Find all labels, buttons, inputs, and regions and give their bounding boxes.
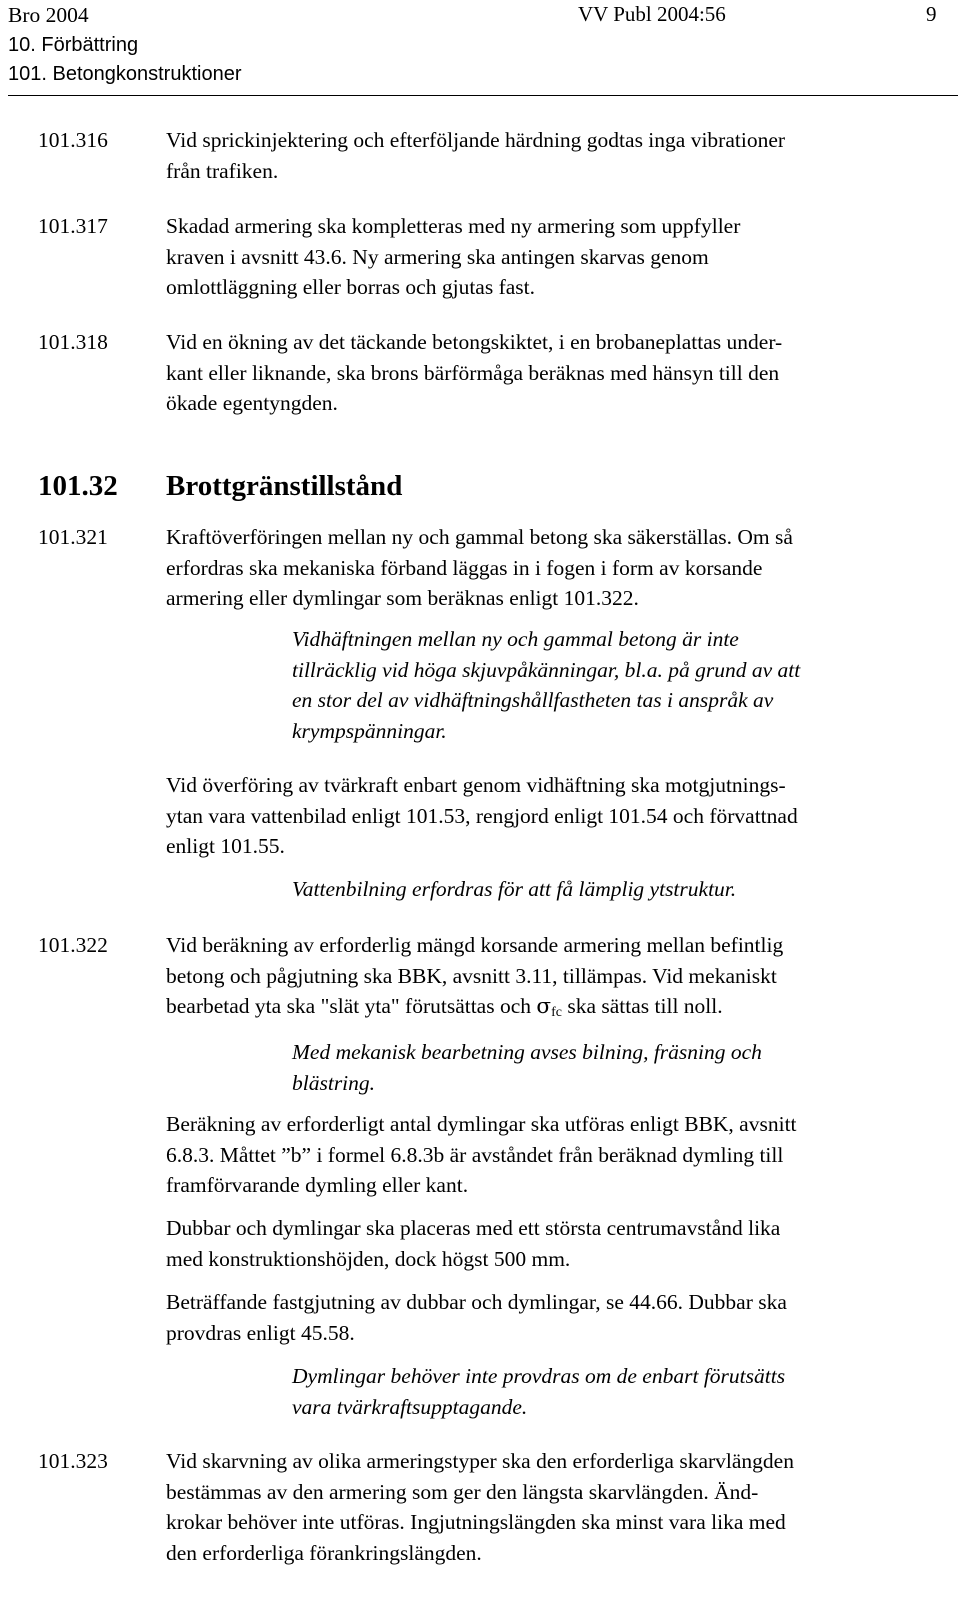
text-line: ökade egentyngden. <box>166 391 338 415</box>
paragraph-number-323: 101.323 <box>38 1449 108 1473</box>
text-line: från trafiken. <box>166 158 279 183</box>
text-line: Beträffande fastgjutning av dubbar och dymlingar, se 44.66. Dubbar ska <box>166 1290 787 1314</box>
paragraph-322-dowels-spacing <box>166 1213 956 1274</box>
text-line: enligt 101.55. <box>166 834 285 858</box>
note-line: Vattenbilning erfordras för att få lämplig ytstruktur. <box>292 877 737 901</box>
text-line: Vid beräkning av erforderlig mängd korsande armering mellan befintlig <box>166 933 784 957</box>
paragraph-number-318: 101.318 <box>38 330 108 354</box>
section-heading-title: Brottgränstillstånd <box>166 470 403 502</box>
text-line: Kraftöverföringen mellan ny och gammal betong ska säkerställas. Om så <box>166 525 793 549</box>
text-line: provdras enligt 45.58. <box>166 1320 355 1345</box>
paragraph-318 <box>166 327 956 419</box>
paragraph-317 <box>166 211 956 303</box>
text-line: ytan vara vattenbilad enligt 101.53, rengjord enligt 101.54 och förvattnad <box>166 803 798 828</box>
paragraph-323 <box>166 1446 956 1568</box>
text-line: bestämmas av den armering som ger den längsta skarvlängden. Änd- <box>166 1479 759 1504</box>
page-number: 9 <box>926 2 937 26</box>
text-line: 6.8.3. Måttet ”b” i formel 6.8.3b är avståndet från beräknad dymling till <box>166 1142 784 1167</box>
note-322-pull-test <box>292 1361 932 1422</box>
text-fragment: bearbetad yta ska "slät yta" förutsättas och <box>166 994 537 1018</box>
text-line: Vid överföring av tvärkraft enbart genom vidhäftning ska motgjutnings- <box>166 773 786 797</box>
paragraph-321 <box>166 522 956 614</box>
text-line: Skadad armering ska kompletteras med ny armering som uppfyller <box>166 214 741 238</box>
text-line: Vid en ökning av det täckande betongskiktet, i en brobaneplattas under- <box>166 330 783 354</box>
section-title: 101. Betongkonstruktioner <box>8 62 242 85</box>
note-321-adhesion <box>292 624 932 746</box>
header-left <box>8 0 242 89</box>
note-321-waterblasting <box>292 874 932 905</box>
text-line-sigma <box>166 991 956 1023</box>
sigma-symbol: σ <box>536 994 552 1019</box>
note-line: Med mekanisk bearbetning avses bilning, fräsning och <box>292 1040 762 1064</box>
paragraph-322-dowels-fixing <box>166 1287 956 1348</box>
note-line: en stor del av vidhäftningshållfastheten tas i anspråk av <box>292 688 774 712</box>
paragraph-321-shear <box>166 770 956 862</box>
series-label: VV Publ 2004:56 <box>578 2 726 26</box>
paragraph-number-321: 101.321 <box>38 525 108 549</box>
note-line: Vidhäftningen mellan ny och gammal betong är inte <box>292 627 739 651</box>
paragraph-322 <box>166 930 956 1023</box>
text-line: omlottläggning eller borras och gjutas fast. <box>166 275 535 299</box>
text-line: kraven i avsnitt 43.6. Ny armering ska antingen skarvas genom <box>166 244 709 269</box>
text-line: med konstruktionshöjden, dock högst 500 mm. <box>166 1246 571 1271</box>
section-heading-number: 101.32 <box>38 470 118 502</box>
note-line: krympspänningar. <box>292 718 447 743</box>
text-line: framförvarande dymling eller kant. <box>166 1173 469 1197</box>
text-line: krokar behöver inte utföras. Ingjutningslängden ska minst vara lika med <box>166 1510 786 1534</box>
text-line: Dubbar och dymlingar ska placeras med ett största centrumavstånd lika <box>166 1216 781 1240</box>
text-line: Beräkning av erforderligt antal dymlingar ska utföras enligt BBK, avsnitt <box>166 1112 797 1136</box>
paragraph-number-316: 101.316 <box>38 128 108 152</box>
text-line: betong och pågjutning ska BBK, avsnitt 3.11, tillämpas. Vid mekaniskt <box>166 963 777 988</box>
chapter-title: 10. Förbättring <box>8 33 139 56</box>
sigma-subscript: fc <box>551 1005 562 1020</box>
text-line: erfordras ska mekaniska förband läggas in i fogen i form av korsande <box>166 555 763 580</box>
note-line: Dymlingar behöver inte provdras om de enbart förutsätts <box>292 1364 786 1388</box>
text-line: Vid sprickinjektering och efterföljande härdning godtas inga vibrationer <box>166 128 786 152</box>
text-line: den erforderliga förankringslängden. <box>166 1540 482 1565</box>
paragraph-number-317: 101.317 <box>38 214 108 238</box>
text-line: Vid skarvning av olika armeringstyper ska den erforderliga skarvlängden <box>166 1449 794 1473</box>
paragraph-322-dowels-calc <box>166 1109 956 1201</box>
note-line: vara tvärkraftsupptagande. <box>292 1394 528 1419</box>
note-line: tillräcklig vid höga skjuvpåkänningar, bl.a. på grund av att <box>292 657 801 682</box>
note-322-mechanical <box>292 1037 932 1098</box>
publication-name: Bro 2004 <box>8 3 89 27</box>
header-rule <box>8 95 958 96</box>
paragraph-316 <box>166 125 956 186</box>
note-line: blästring. <box>292 1070 376 1095</box>
paragraph-number-322: 101.322 <box>38 933 108 957</box>
text-line: armering eller dymlingar som beräknas enligt 101.322. <box>166 586 639 610</box>
text-line: kant eller liknande, ska brons bärförmåga beräknas med hänsyn till den <box>166 360 780 385</box>
text-fragment: ska sättas till noll. <box>561 994 723 1018</box>
